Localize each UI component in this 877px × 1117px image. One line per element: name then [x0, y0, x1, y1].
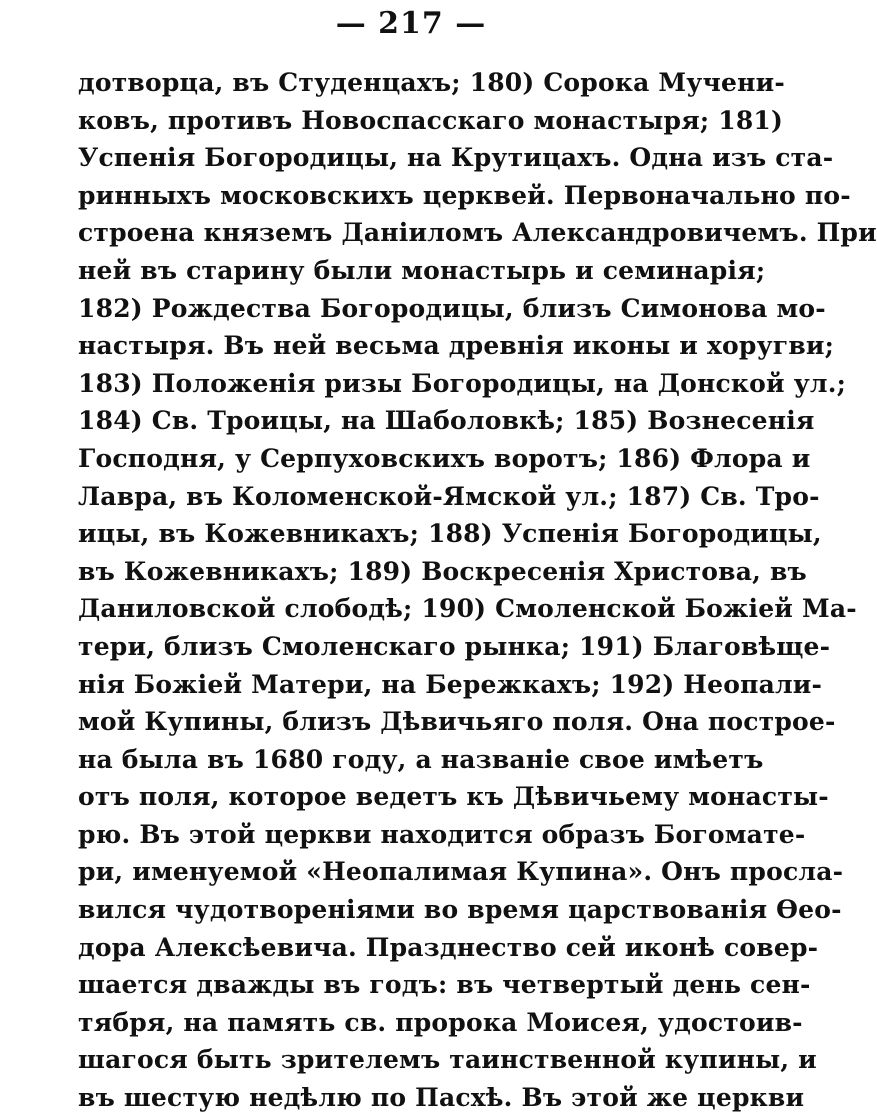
text-line: мой Купины, близъ Дѣвичьяго поля. Она построе- — [78, 707, 836, 737]
text-line: тября, на память св. пророка Моисея, удостоив- — [78, 1007, 803, 1037]
text-line: отъ поля, которое ведетъ къ Дѣвичьему монасты- — [78, 782, 829, 812]
text-line: дотворца, въ Студенцахъ; 180) Сорока Мучени- — [78, 68, 785, 97]
text-line: на была въ 1680 году, а названіе свое имѣетъ — [78, 744, 764, 774]
text-line: рю. Въ этой церкви находится образъ Богомате- — [78, 819, 806, 849]
text-line: ринныхъ московскихъ церквей. Первоначально по- — [78, 180, 851, 210]
text-line: ней въ старину были монастырь и семинарія; — [78, 255, 766, 285]
text-line: Лавра, въ Коломенской-Ямской ул.; 187) Св. Тро- — [78, 481, 820, 511]
text-line: ковъ, противъ Новоспасскаго монастыря; 181) — [78, 105, 784, 135]
text-line: ри, именуемой «Неопалимая Купина». Онъ просла- — [78, 857, 844, 887]
text-line: 184) Св. Троицы, на Шаболовкѣ; 185) Вознесенія — [78, 406, 815, 436]
text-line: шагося быть зрителемъ таинственной купины, и — [78, 1045, 817, 1075]
text-line: дора Алексѣевича. Празднество сей иконѣ совер- — [78, 932, 819, 962]
text-line: Успенія Богородицы, на Крутицахъ. Одна изъ ста- — [78, 143, 834, 173]
text-line: въ Кожевникахъ; 189) Воскресенія Христова, въ — [78, 556, 807, 586]
text-line: строена княземъ Даніиломъ Александровичемъ. При — [78, 218, 877, 248]
text-line: 183) Положенія ризы Богородицы, на Донской ул.; — [78, 368, 847, 398]
text-line: Даниловской слободѣ; 190) Смоленской Божіей Ма- — [78, 594, 857, 624]
body-text — [78, 64, 877, 1117]
text-line: въ шестую недѣлю по Пасхѣ. Въ этой же церкви — [78, 1083, 805, 1113]
text-line: Господня, у Серпуховскихъ воротъ; 186) Флора и — [78, 443, 811, 473]
text-line: 182) Рождества Богородицы, близъ Симонова мо- — [78, 293, 826, 323]
text-line: вился чудотвореніями во время царствованія Ѳео- — [78, 895, 842, 925]
text-line: тери, близъ Смоленскаго рынка; 191) Благовѣще- — [78, 631, 831, 661]
text-line: настыря. Въ ней весьма древнія иконы и хоругви; — [78, 331, 835, 361]
text-line: шается дважды въ годъ: въ четвертый день сен- — [78, 970, 811, 1000]
page-number: — 217 — — [335, 6, 487, 41]
text-line: ицы, въ Кожевникахъ; 188) Успенія Богородицы, — [78, 519, 822, 549]
text-line: нія Божіей Матери, на Бережкахъ; 192) Неопали- — [78, 669, 823, 699]
